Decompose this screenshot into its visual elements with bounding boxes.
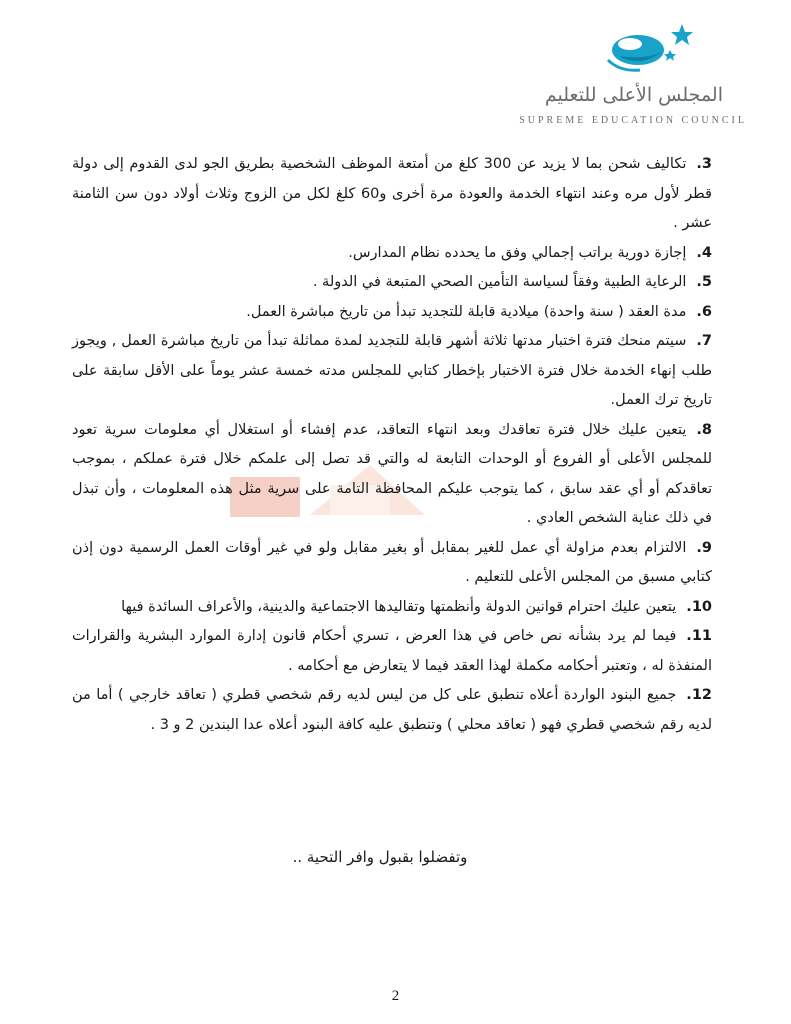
clause-7 [72, 327, 712, 416]
closing-greeting: وتفضلوا بقبول وافر التحية .. [292, 848, 468, 866]
clause-number: 3. [696, 156, 712, 172]
clause-text: يتعين عليك احترام قوانين الدولة وأنظمتها وتقاليدها الاجتماعية والدينية، والأعراف السائدة فيها [121, 598, 677, 615]
clause-12 [72, 681, 712, 740]
letter-body [72, 150, 712, 740]
clause-number: 10. [686, 598, 712, 615]
council-name-arabic: المجلس الأعلى للتعليم [544, 84, 723, 106]
council-logo-icon [600, 20, 710, 82]
council-name-english: SUPREME EDUCATION COUNCIL [519, 115, 747, 126]
clause-text: يتعين عليك خلال فترة تعاقدك وبعد انتهاء التعاقد، عدم إفشاء أو استغلال أي معلومات سرية تعود للمجلس الأعلى أو الفروع أو الوحدات التابعة له والتي قد تصل إلى علمكم خلال فترة عملكم ، بموجب تعاقدكم أو أي عقد سابق ، كما يتوجب عليكم المحافظة التامة على سرية مثل هذه المعلومات ، وأن تبذل في ذلك عناية الشخص العادي . [72, 421, 712, 526]
clause-text: الالتزام بعدم مزاولة أي عمل للغير بمقابل أو بغير مقابل ولو في غير أوقات العمل الرسمية دون إذن كتابي مسبق من المجلس الأعلى للتعليم . [72, 539, 712, 585]
clause-text: سيتم منحك فترة اختبار مدتها ثلاثة أشهر قابلة للتجديد لمدة مماثلة تبدأ من تاريخ مباشرة العمل , ويجوز طلب إنهاء الخدمة خلال فترة الاختبار بإخطار كتابي للمجلس مدته خمسة عشر يوماً على الأقل سابقة على تاريخ ترك العمل. [72, 333, 712, 408]
clause-8 [72, 416, 712, 534]
clause-text: فيما لم يرد بشأنه نص خاص في هذا العرض ، تسري أحكام قانون إدارة الموارد البشرية والقرارات المنفذة له ، وتعتبر أحكامه مكملة لهذا العقد فيما لا يتعارض مع أحكامه . [72, 628, 712, 674]
clause-number: 12. [686, 687, 712, 703]
clause-number: 11. [686, 628, 712, 644]
clause-number: 9. [696, 539, 712, 556]
clause-text: مدة العقد ( سنة واحدة) ميلادية قابلة للتجديد تبدأ من تاريخ مباشرة العمل. [246, 303, 687, 320]
clause-number: 7. [696, 333, 712, 349]
clause-text: إجازة دورية براتب إجمالي وفق ما يحدده نظام المدارس. [348, 244, 687, 261]
page-number: 2 [391, 988, 400, 1004]
clause-number: 8. [696, 421, 712, 438]
clause-10 [72, 593, 712, 623]
clause-6 [72, 298, 712, 328]
clause-number: 4. [696, 244, 712, 261]
clause-text: جميع البنود الواردة أعلاه تنطبق على كل من ليس لديه رقم شخصي قطري ( تعاقد خارجي ) أما من لديه رقم شخصي قطري فهو ( تعاقد محلي ) وتنطبق عليه كافة البنود أعلاه عدا البندين 2 و 3 . [72, 687, 712, 733]
clause-number: 5. [696, 274, 712, 290]
clause-5 [72, 268, 712, 298]
clause-number: 6. [696, 303, 712, 320]
clause-9 [72, 534, 712, 593]
clause-4 [72, 239, 712, 269]
clause-text: الرعاية الطبية وفقاً لسياسة التأمين الصحي المتبعة في الدولة . [312, 274, 687, 290]
clause-3 [72, 150, 712, 239]
clause-11 [72, 622, 712, 681]
clause-text: تكاليف شحن بما لا يزيد عن 300 كلغ من أمتعة الموظف الشخصية بطريق الجو لدى القدوم إلى دولة قطر لأول مره وعند انتهاء الخدمة والعودة مرة أخرى و60 كلغ لكل من الزوج وثلاث أولاد دون سن الثامنة عشر . [72, 156, 712, 231]
